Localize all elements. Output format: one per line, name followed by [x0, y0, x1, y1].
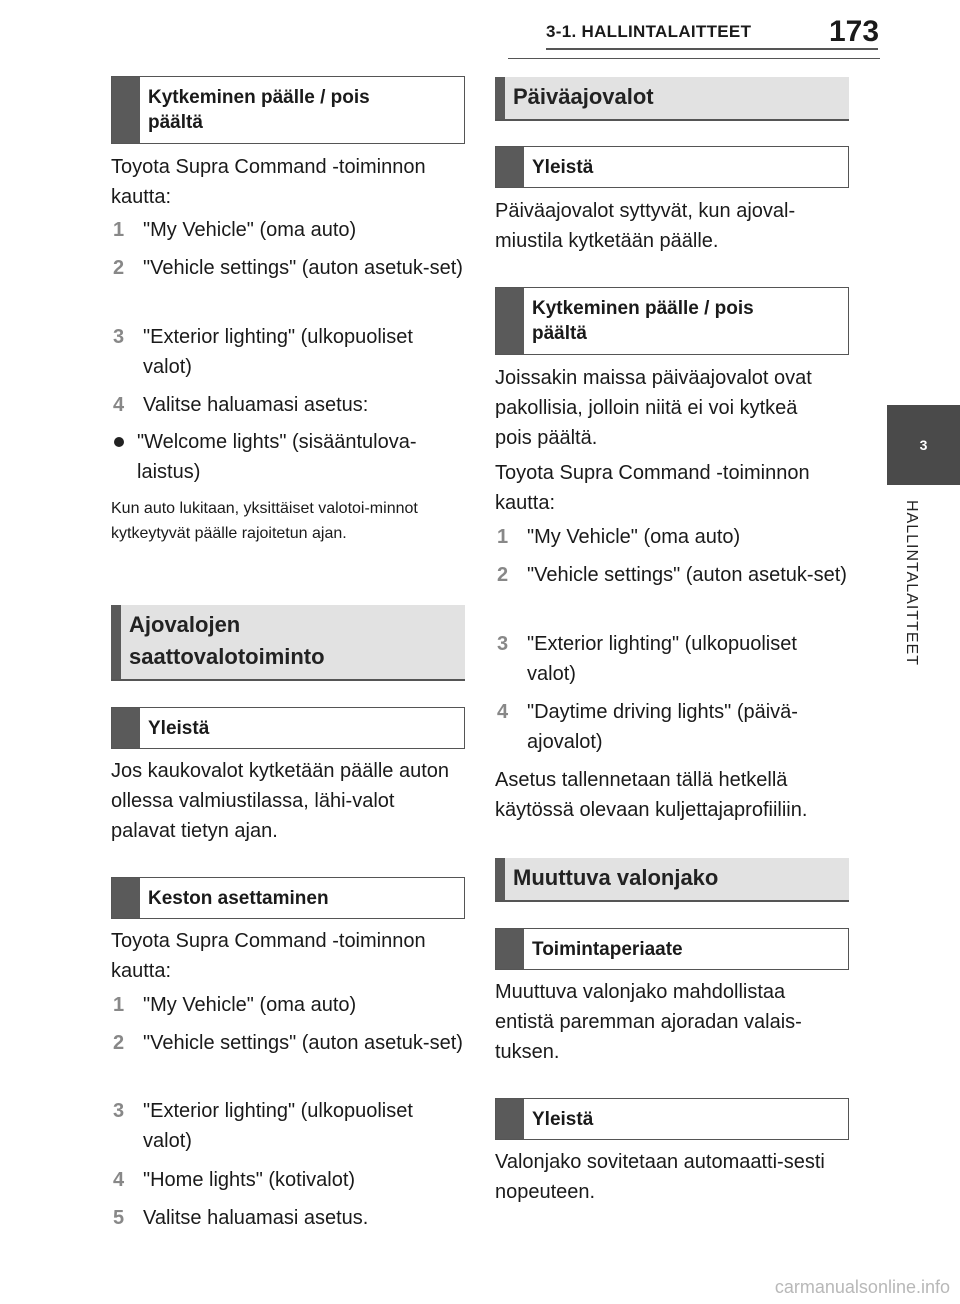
chapter-tab[interactable] — [887, 405, 960, 485]
watermark-footer[interactable]: carmanualsonline.info — [774, 1277, 950, 1297]
paragraph: Toyota Supra Command -toiminnon kautta: — [495, 462, 810, 514]
subheading-box-on-off — [495, 287, 849, 355]
subheading-box-general — [495, 1098, 849, 1140]
section-heading-text: Päiväajovalot — [513, 84, 654, 109]
section-heading-box — [111, 605, 465, 681]
section-title: 3-1. HALLINTALAITTEET — [546, 22, 752, 41]
bullet-item: "Welcome lights" (sisääntulova-laistus) — [111, 427, 451, 487]
step-item: 3 "Exterior lighting" (ulkopuoliset valot) — [113, 326, 413, 378]
paragraph: Jos kaukovalot kytketään päälle auton ollessa valmiustilassa, lähi-valot palavat tietyn ajan. — [111, 760, 449, 842]
step-item: 4 Valitse haluamasi asetus: — [113, 394, 369, 416]
paragraph: Päiväajovalot syttyvät, kun ajoval-miustila kytketään päälle. — [495, 200, 796, 252]
section-heading-text: Ajovalojen saattovalotoiminto — [129, 612, 325, 669]
subheading-box-on-off — [111, 76, 465, 144]
subheading-text: Kytkeminen päälle / pois päältä — [532, 298, 754, 344]
section-heading-text: Muuttuva valonjako — [513, 865, 719, 890]
subheading-box-general — [111, 707, 465, 749]
subheading-text: Yleistä — [532, 157, 594, 178]
paragraph: Joissakin maissa päiväajovalot ovat pakollisia, jolloin niitä ei voi kytkeä pois päältä. — [495, 367, 812, 449]
subheading-box-principle — [495, 928, 849, 970]
section-heading-box — [495, 77, 849, 121]
step-item: 2 "Vehicle settings" (auton asetuk-set) — [113, 1032, 463, 1054]
step-item: 1 "My Vehicle" (oma auto) — [113, 219, 357, 241]
paragraph: Muuttuva valonjako mahdollistaa entistä paremman ajoradan valais-tuksen. — [495, 981, 802, 1063]
step-item: 1 "My Vehicle" (oma auto) — [113, 994, 357, 1016]
page-number: 173 — [829, 15, 880, 48]
step-item: 5 Valitse haluamasi asetus. — [113, 1207, 369, 1229]
chapter-number: 3 — [919, 437, 928, 453]
subheading-text: Kytkeminen päälle / pois päältä — [148, 87, 370, 133]
chapter-label-text: HALLINTALAITTEET — [903, 500, 920, 666]
step-item: 4 "Home lights" (kotivalot) — [113, 1169, 356, 1191]
step-item: 2 "Vehicle settings" (auton asetuk-set) — [497, 564, 847, 586]
step-item: 4 "Daytime driving lights" (päivä-ajovalot) — [497, 701, 798, 753]
bullet-dot-icon — [114, 437, 124, 447]
subheading-text: Toimintaperiaate — [532, 939, 683, 960]
step-item: 3 "Exterior lighting" (ulkopuoliset valot) — [497, 633, 797, 685]
section-heading-box — [495, 858, 849, 902]
step-item: 2 "Vehicle settings" (auton asetuk-set) — [113, 257, 463, 279]
header-rule-lower — [508, 58, 880, 59]
step-item: 1 "My Vehicle" (oma auto) — [497, 526, 741, 548]
subheading-text: Yleistä — [148, 718, 210, 739]
paragraph: Asetus tallennetaan tällä hetkellä käytössä olevaan kuljettajaprofiiliin. — [495, 769, 808, 821]
chapter-side-label — [875, 500, 945, 720]
paragraph: Toyota Supra Command -toiminnon kautta: — [111, 156, 426, 208]
subheading-box-duration — [111, 877, 465, 919]
paragraph: Valonjako sovitetaan automaatti-sesti nopeuteen. — [495, 1151, 825, 1203]
note-text: Kun auto lukitaan, yksittäiset valotoi-minnot kytkeytyvät päälle rajoitetun ajan. — [111, 500, 418, 542]
step-item: 3 "Exterior lighting" (ulkopuoliset valot) — [113, 1100, 413, 1152]
paragraph: Toyota Supra Command -toiminnon kautta: — [111, 930, 426, 982]
subheading-text: Keston asettaminen — [148, 888, 329, 909]
header-rule — [546, 48, 878, 50]
subheading-box-general — [495, 146, 849, 188]
subheading-text: Yleistä — [532, 1109, 594, 1130]
